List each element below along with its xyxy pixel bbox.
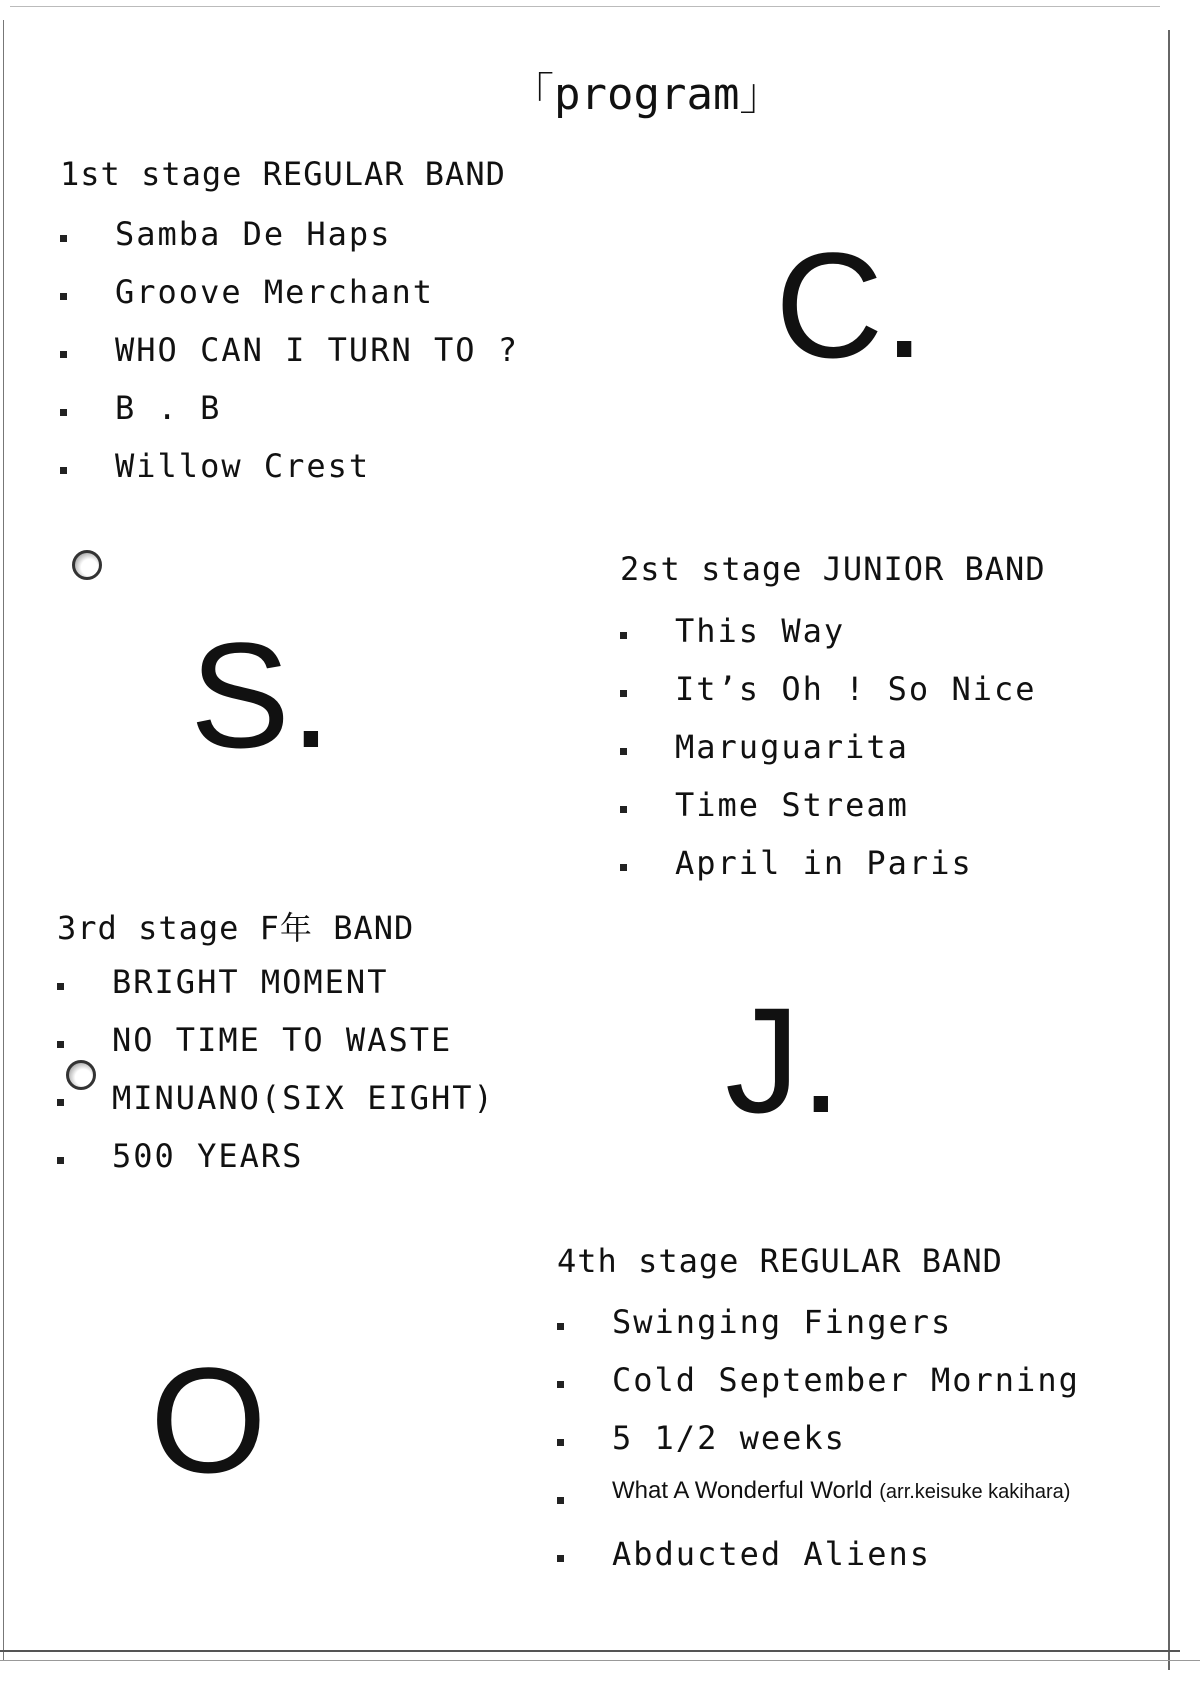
song-title: 5 1/2 weeks [612,1419,846,1457]
bullet-icon [60,293,67,300]
song-title: Abducted Aliens [612,1535,931,1573]
bullet-icon [557,1555,564,1562]
song-title: Swinging Fingers [612,1303,953,1341]
bullet-icon [60,409,67,416]
song-title: Time Stream [675,786,909,824]
bullet-icon [57,1041,64,1048]
song-title: MINUANO(SIX EIGHT) [112,1079,495,1117]
song-title: BRIGHT MOMENT [112,963,389,1001]
big-letter-c: C. [775,221,925,389]
stage-2-heading: 2st stage JUNIOR BAND [620,550,1046,588]
punch-hole-bottom [66,1060,96,1090]
bullet-icon [60,235,67,242]
song-title [612,1477,1070,1505]
scan-edge-top [10,6,1160,7]
song-title: 500 YEARS [112,1137,304,1175]
stage-1-heading: 1st stage REGULAR BAND [60,155,506,193]
bullet-icon [620,864,627,871]
bullet-icon [57,983,64,990]
stage-3-heading: 3rd stage F年 BAND [57,909,415,947]
big-letter-o: O [150,1336,267,1504]
song-title: April in Paris [675,844,973,882]
bullet-icon [620,748,627,755]
big-letter-s: S. [190,611,332,779]
song-title: B . B [115,389,222,427]
punch-hole-top [72,550,102,580]
scan-edge-right [1168,30,1170,1670]
song-title: Maruguarita [675,728,909,766]
song-title: Samba De Haps [115,215,392,253]
bullet-icon [620,690,627,697]
song-title: Cold September Morning [612,1361,1080,1399]
song-title: Willow Crest [115,447,371,485]
song-title: NO TIME TO WASTE [112,1021,453,1059]
song-title: It’s Oh ! So Nice [675,670,1037,708]
song-title: WHO CAN I TURN TO ? [115,331,520,369]
song-title: This Way [675,612,846,650]
bullet-icon [60,467,67,474]
scan-edge-bottom-secondary [0,1660,1200,1661]
arranger-note: (arr.keisuke kakihara) [879,1481,1071,1503]
bullet-icon [60,351,67,358]
program-title: 「program」 [510,69,784,120]
stage-4-heading: 4th stage REGULAR BAND [557,1242,1003,1280]
bullet-icon [57,1099,64,1106]
song-title: Groove Merchant [115,273,434,311]
bullet-icon [557,1381,564,1388]
big-letter-j: J. [725,976,842,1144]
bullet-icon [557,1439,564,1446]
bullet-icon [557,1497,564,1504]
scan-edge-bottom [0,1650,1180,1652]
song-name: What A Wonderful World [612,1477,873,1504]
bullet-icon [57,1157,64,1164]
bullet-icon [620,806,627,813]
bullet-icon [620,632,627,639]
bullet-icon [557,1323,564,1330]
scan-edge-left [3,20,4,1660]
